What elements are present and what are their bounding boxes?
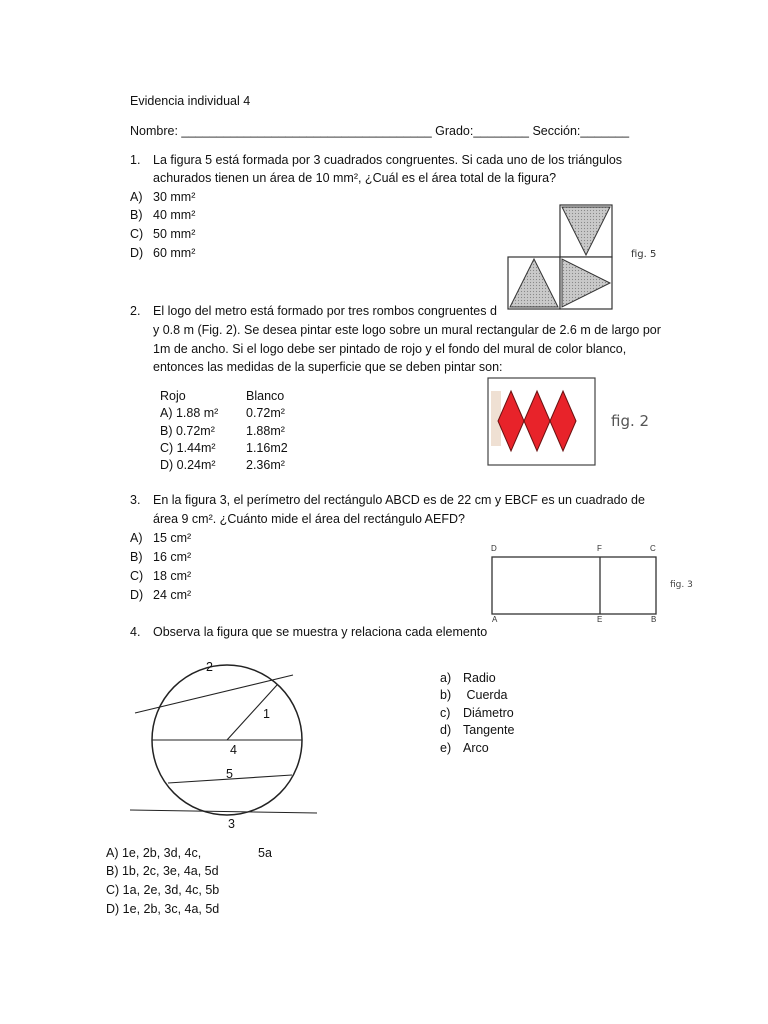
q3-option-c: 18 cm² xyxy=(153,569,192,583)
element-a: Radio xyxy=(463,671,496,685)
circle-label-3: 3 xyxy=(228,817,235,831)
q1-number: 1. xyxy=(130,153,141,167)
circle-label-5: 5 xyxy=(226,767,233,781)
fig5-label: fig. 5 xyxy=(631,249,657,260)
circle-label-2: 2 xyxy=(206,660,213,674)
q3-option-d: 24 cm² xyxy=(153,588,192,602)
fig3-vertex-f: F xyxy=(597,544,602,553)
q4-answer-c: C) 1a, 2e, 3d, 4c, 5b xyxy=(106,883,220,897)
q4-answer-b: B) 1b, 2c, 3e, 4a, 5d xyxy=(106,864,219,878)
fig3-vertex-d: D xyxy=(491,544,497,553)
q1-option-c-letter: C) xyxy=(130,227,144,241)
q3-line-2: área 9 cm². ¿Cuánto mide el área del rectángulo AEFD? xyxy=(153,512,465,526)
element-b-letter: b) xyxy=(440,688,452,702)
fig3-vertex-b: B xyxy=(651,615,657,624)
q1-option-a-letter: A) xyxy=(130,190,143,204)
q2-option-c-white: 1.16m2 xyxy=(246,441,288,455)
q1-option-a: 30 mm² xyxy=(153,190,196,204)
q3-option-a-letter: A) xyxy=(130,531,143,545)
element-e-letter: e) xyxy=(440,741,452,755)
circle-label-4: 4 xyxy=(230,743,237,757)
q2-option-d-white: 2.36m² xyxy=(246,458,285,472)
q3-option-a: 15 cm² xyxy=(153,531,192,545)
q2-line-4: entonces las medidas de la superficie que se deben pintar son: xyxy=(153,360,503,374)
element-c: Diámetro xyxy=(463,706,514,720)
fig3-label: fig. 3 xyxy=(670,580,693,590)
q1-option-d: 60 mm² xyxy=(153,246,196,260)
element-d-letter: d) xyxy=(440,723,452,737)
worksheet-title: Evidencia individual 4 xyxy=(130,94,251,108)
q1-option-d-letter: D) xyxy=(130,246,144,260)
element-e: Arco xyxy=(463,741,489,755)
q2-line-3: 1m de ancho. Si el logo debe ser pintado de rojo y el fondo del mural de color blanco, xyxy=(153,342,627,356)
q2-option-a-white: 0.72m² xyxy=(246,406,285,420)
q1-option-b: 40 mm² xyxy=(153,208,196,222)
q3-line-1: En la figura 3, el perímetro del rectángulo ABCD es de 22 cm y EBCF es un cuadrado de xyxy=(153,493,645,507)
tangent-line xyxy=(130,810,317,813)
circle-label-1: 1 xyxy=(263,707,270,721)
q1-line-1: La figura 5 está formada por 3 cuadrados congruentes. Si cada uno de los triángulos xyxy=(153,153,623,167)
element-a-letter: a) xyxy=(440,671,452,685)
q4-number: 4. xyxy=(130,625,141,639)
q2-option-c-red: C) 1.44m² xyxy=(160,441,216,455)
q4-line: Observa la figura que se muestra y relaciona cada elemento xyxy=(153,625,488,639)
q3-number: 3. xyxy=(130,493,141,507)
figure-2 xyxy=(487,377,597,467)
q4-answer-a-tail: 5a xyxy=(258,846,272,860)
fig3-vertex-e: E xyxy=(597,615,603,624)
q2-option-b-white: 1.88m² xyxy=(246,424,285,438)
q2-option-d-red: D) 0.24m² xyxy=(160,458,216,472)
element-c-letter: c) xyxy=(440,706,451,720)
fig3-vertex-c: C xyxy=(650,544,656,553)
fig2-label: fig. 2 xyxy=(611,412,650,430)
element-b: Cuerda xyxy=(463,688,508,702)
q2-option-b-red: B) 0.72m² xyxy=(160,424,215,438)
q2-number: 2. xyxy=(130,304,141,318)
q4-answer-a: A) 1e, 2b, 3d, 4c, xyxy=(106,846,202,860)
q3-option-d-letter: D) xyxy=(130,588,144,602)
q1-line-2: achurados tienen un área de 10 mm², ¿Cuál es el área total de la figura? xyxy=(153,171,557,185)
fig3-vertex-a: A xyxy=(492,615,498,624)
q3-option-b-letter: B) xyxy=(130,550,143,564)
q3-option-c-letter: C) xyxy=(130,569,144,583)
q2-header-red: Rojo xyxy=(160,389,186,403)
fig3-rectangle-abcd xyxy=(492,557,656,614)
q2-header-white: Blanco xyxy=(246,389,285,403)
q3-option-b: 16 cm² xyxy=(153,550,192,564)
student-info-line: Nombre: ____________________________________ Grado:________ Sección:_______ xyxy=(130,124,630,138)
figure-3 xyxy=(490,555,660,617)
q1-option-b-letter: B) xyxy=(130,208,143,222)
circle-figure xyxy=(125,665,325,825)
q1-option-c: 50 mm² xyxy=(153,227,196,241)
q4-answer-d: D) 1e, 2b, 3c, 4a, 5d xyxy=(106,902,220,916)
q2-line-2: y 0.8 m (Fig. 2). Se desea pintar este logo sobre un mural rectangular de 2.6 m de largo por xyxy=(153,323,661,337)
q2-line-1: El logo del metro está formado por tres rombos congruentes d xyxy=(153,304,497,318)
element-d: Tangente xyxy=(463,723,515,737)
q2-option-a-red: A) 1.88 m² xyxy=(160,406,219,420)
